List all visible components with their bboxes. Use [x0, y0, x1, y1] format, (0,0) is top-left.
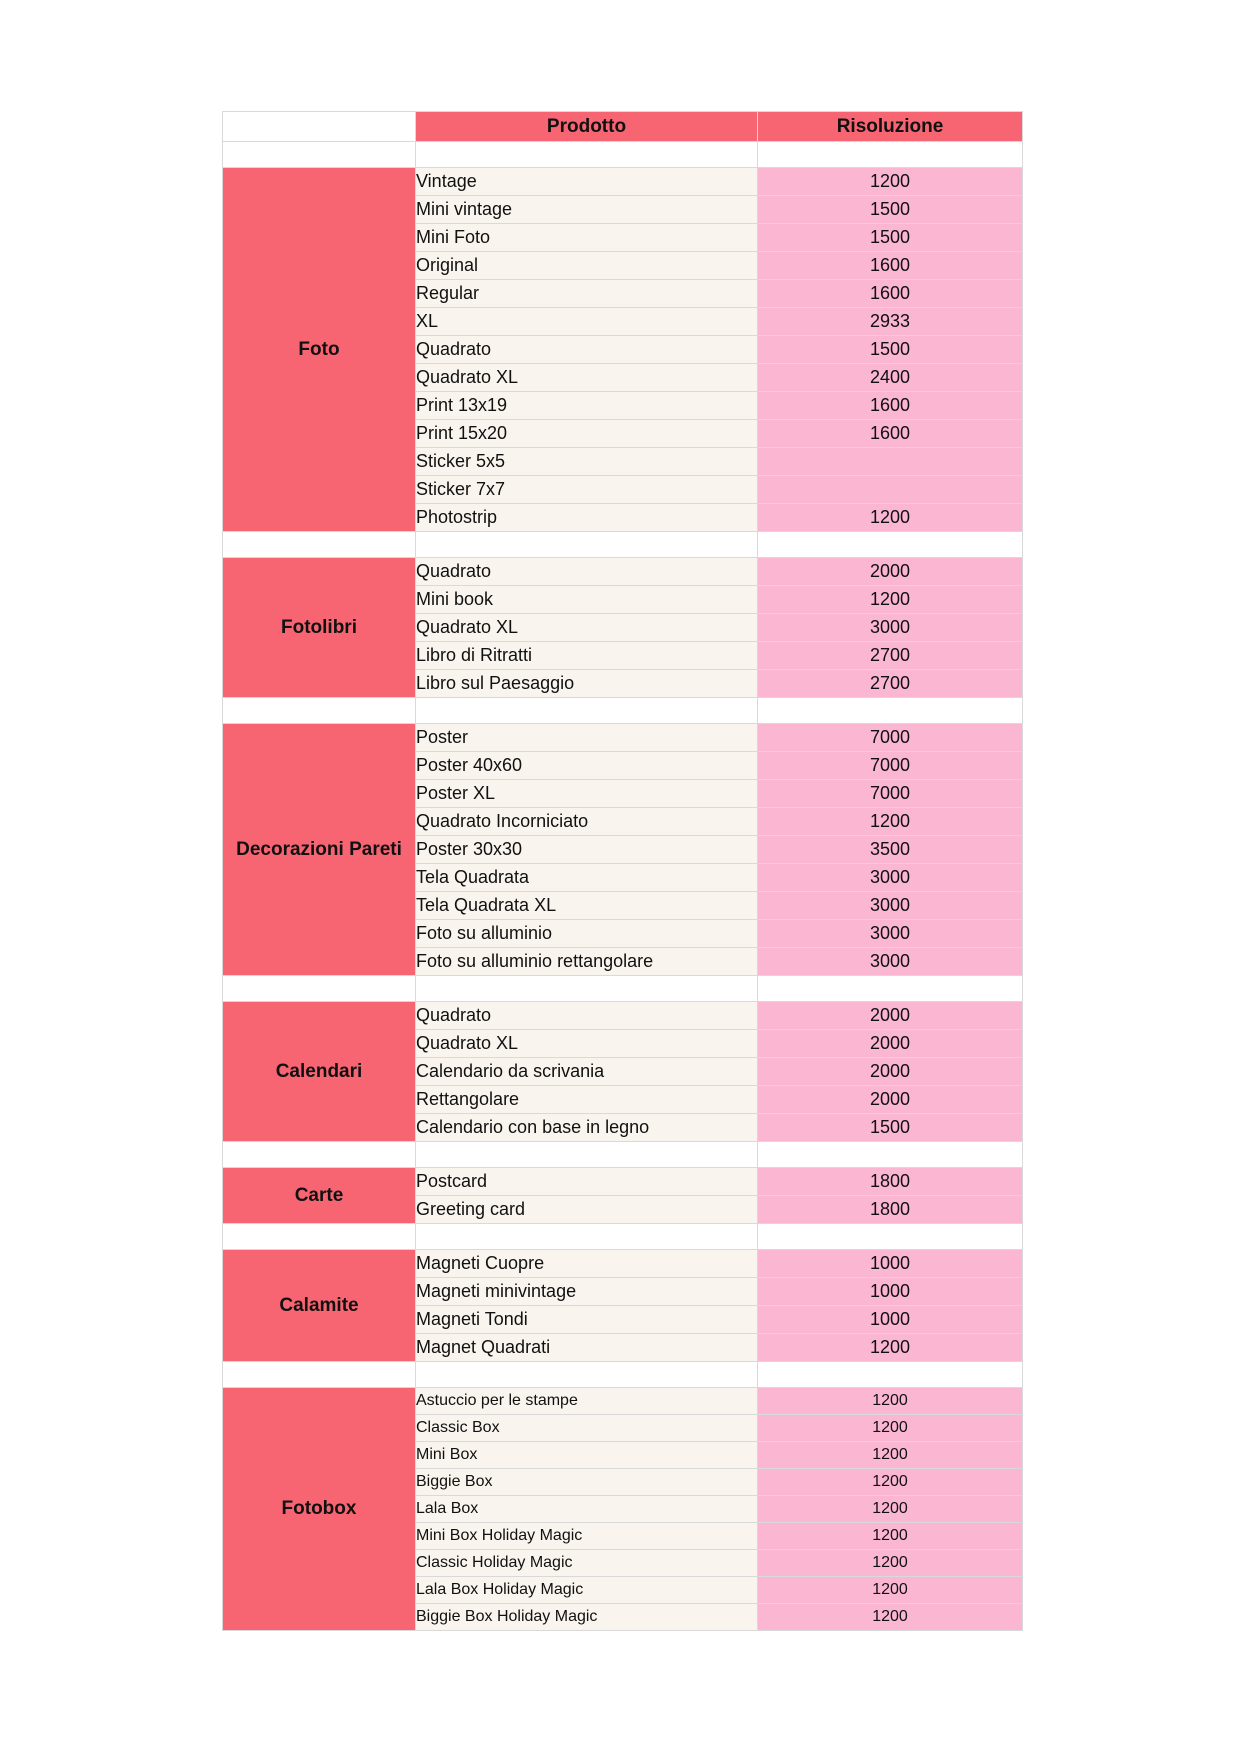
spacer-cell — [758, 1142, 1023, 1168]
spacer-cell — [416, 532, 758, 558]
table-row — [223, 168, 1023, 196]
product-cell: Regular — [416, 280, 758, 308]
spacer-cell — [758, 532, 1023, 558]
product-cell: Magnet Quadrati — [416, 1334, 758, 1362]
resolution-cell: 2000 — [758, 1002, 1023, 1030]
spacer-cell — [758, 1224, 1023, 1250]
resolution-cell: 3000 — [758, 948, 1023, 976]
product-cell: Print 15x20 — [416, 420, 758, 448]
spacer-cell — [416, 142, 758, 168]
product-cell: Lala Box — [416, 1496, 758, 1523]
product-cell: Tela Quadrata — [416, 864, 758, 892]
product-cell: Quadrato XL — [416, 1030, 758, 1058]
product-cell: Quadrato Incorniciato — [416, 808, 758, 836]
resolution-cell: 1200 — [758, 168, 1023, 196]
spacer-cell — [758, 976, 1023, 1002]
resolution-cell: 1200 — [758, 1334, 1023, 1362]
resolution-cell: 1200 — [758, 586, 1023, 614]
spacer-row — [223, 1142, 1023, 1168]
header-blank-cell — [223, 112, 416, 142]
spacer-row — [223, 698, 1023, 724]
spacer-row — [223, 142, 1023, 168]
product-cell: Lala Box Holiday Magic — [416, 1577, 758, 1604]
product-cell: Quadrato — [416, 336, 758, 364]
product-cell: Calendario da scrivania — [416, 1058, 758, 1086]
resolution-cell: 1500 — [758, 1114, 1023, 1142]
product-cell: Magneti Cuopre — [416, 1250, 758, 1278]
resolution-cell: 1000 — [758, 1250, 1023, 1278]
resolution-cell — [758, 448, 1023, 476]
resolution-cell: 2700 — [758, 642, 1023, 670]
spacer-cell — [758, 698, 1023, 724]
resolution-cell: 1200 — [758, 1604, 1023, 1631]
category-cell: Fotobox — [223, 1388, 416, 1631]
product-cell: Mini Foto — [416, 224, 758, 252]
product-cell: Original — [416, 252, 758, 280]
product-cell: Foto su alluminio — [416, 920, 758, 948]
spacer-cell — [416, 976, 758, 1002]
spacer-cell — [758, 142, 1023, 168]
resolution-cell: 2000 — [758, 558, 1023, 586]
spacer-cell — [416, 698, 758, 724]
resolution-cell: 1200 — [758, 1469, 1023, 1496]
resolution-cell: 1200 — [758, 1577, 1023, 1604]
resolution-cell: 2933 — [758, 308, 1023, 336]
resolution-table — [222, 111, 1023, 1631]
product-cell: Magneti Tondi — [416, 1306, 758, 1334]
product-cell: Print 13x19 — [416, 392, 758, 420]
header-resolution: Risoluzione — [758, 112, 1023, 142]
product-cell: Sticker 7x7 — [416, 476, 758, 504]
resolution-cell: 2000 — [758, 1058, 1023, 1086]
resolution-cell: 7000 — [758, 724, 1023, 752]
resolution-cell: 1200 — [758, 1442, 1023, 1469]
resolution-cell: 1200 — [758, 1388, 1023, 1415]
table-row — [223, 724, 1023, 752]
product-cell: Biggie Box — [416, 1469, 758, 1496]
product-cell: Mini Box Holiday Magic — [416, 1523, 758, 1550]
spacer-row — [223, 976, 1023, 1002]
spacer-cell — [758, 1362, 1023, 1388]
resolution-cell: 3000 — [758, 892, 1023, 920]
product-cell: Poster XL — [416, 780, 758, 808]
product-cell: Mini book — [416, 586, 758, 614]
product-cell: Rettangolare — [416, 1086, 758, 1114]
resolution-cell: 1600 — [758, 392, 1023, 420]
product-cell: Libro di Ritratti — [416, 642, 758, 670]
resolution-cell: 1200 — [758, 808, 1023, 836]
resolution-cell: 1500 — [758, 196, 1023, 224]
spacer-cell — [416, 1224, 758, 1250]
header-row — [223, 112, 1023, 142]
spacer-row — [223, 1224, 1023, 1250]
product-cell: Calendario con base in legno — [416, 1114, 758, 1142]
product-cell: Vintage — [416, 168, 758, 196]
spacer-cell — [223, 1142, 416, 1168]
resolution-cell: 1000 — [758, 1306, 1023, 1334]
resolution-cell: 1200 — [758, 1496, 1023, 1523]
product-cell: Libro sul Paesaggio — [416, 670, 758, 698]
product-cell: XL — [416, 308, 758, 336]
product-cell: Mini Box — [416, 1442, 758, 1469]
resolution-cell: 2000 — [758, 1030, 1023, 1058]
product-cell: Postcard — [416, 1168, 758, 1196]
category-cell: Foto — [223, 168, 416, 532]
category-cell: Fotolibri — [223, 558, 416, 698]
resolution-cell: 1200 — [758, 1415, 1023, 1442]
resolution-cell: 1600 — [758, 420, 1023, 448]
table-row — [223, 1388, 1023, 1415]
product-cell: Poster 40x60 — [416, 752, 758, 780]
resolution-cell: 2700 — [758, 670, 1023, 698]
product-cell: Classic Box — [416, 1415, 758, 1442]
product-cell: Sticker 5x5 — [416, 448, 758, 476]
product-cell: Mini vintage — [416, 196, 758, 224]
resolution-cell: 3000 — [758, 864, 1023, 892]
resolution-cell: 3500 — [758, 836, 1023, 864]
resolution-cell: 1500 — [758, 336, 1023, 364]
resolution-cell — [758, 476, 1023, 504]
spacer-cell — [223, 976, 416, 1002]
table-row — [223, 1250, 1023, 1278]
category-cell: Carte — [223, 1168, 416, 1224]
product-cell: Quadrato XL — [416, 614, 758, 642]
category-cell: Decorazioni Pareti — [223, 724, 416, 976]
resolution-cell: 1800 — [758, 1168, 1023, 1196]
resolution-cell: 7000 — [758, 780, 1023, 808]
spacer-row — [223, 1362, 1023, 1388]
resolution-cell: 2000 — [758, 1086, 1023, 1114]
resolution-cell: 1600 — [758, 252, 1023, 280]
table-row — [223, 1002, 1023, 1030]
resolution-cell: 1600 — [758, 280, 1023, 308]
spacer-cell — [416, 1142, 758, 1168]
resolution-cell: 1200 — [758, 1550, 1023, 1577]
product-cell: Classic Holiday Magic — [416, 1550, 758, 1577]
product-cell: Poster — [416, 724, 758, 752]
spacer-row — [223, 532, 1023, 558]
table-body — [223, 142, 1023, 1631]
product-cell: Foto su alluminio rettangolare — [416, 948, 758, 976]
table-row — [223, 558, 1023, 586]
resolution-cell: 1200 — [758, 1523, 1023, 1550]
product-cell: Greeting card — [416, 1196, 758, 1224]
spacer-cell — [223, 142, 416, 168]
product-cell: Photostrip — [416, 504, 758, 532]
category-cell: Calamite — [223, 1250, 416, 1362]
product-cell: Quadrato — [416, 558, 758, 586]
resolution-cell: 1800 — [758, 1196, 1023, 1224]
product-cell: Astuccio per le stampe — [416, 1388, 758, 1415]
resolution-cell: 3000 — [758, 614, 1023, 642]
product-cell: Biggie Box Holiday Magic — [416, 1604, 758, 1631]
table-row — [223, 1168, 1023, 1196]
product-cell: Quadrato XL — [416, 364, 758, 392]
category-cell: Calendari — [223, 1002, 416, 1142]
resolution-cell: 1000 — [758, 1278, 1023, 1306]
resolution-cell: 3000 — [758, 920, 1023, 948]
spacer-cell — [223, 532, 416, 558]
resolution-cell: 7000 — [758, 752, 1023, 780]
spacer-cell — [223, 698, 416, 724]
product-cell: Quadrato — [416, 1002, 758, 1030]
product-cell: Poster 30x30 — [416, 836, 758, 864]
product-cell: Tela Quadrata XL — [416, 892, 758, 920]
spacer-cell — [223, 1362, 416, 1388]
spacer-cell — [223, 1224, 416, 1250]
resolution-cell: 2400 — [758, 364, 1023, 392]
spacer-cell — [416, 1362, 758, 1388]
header-product: Prodotto — [416, 112, 758, 142]
resolution-cell: 1200 — [758, 504, 1023, 532]
resolution-cell: 1500 — [758, 224, 1023, 252]
product-cell: Magneti minivintage — [416, 1278, 758, 1306]
